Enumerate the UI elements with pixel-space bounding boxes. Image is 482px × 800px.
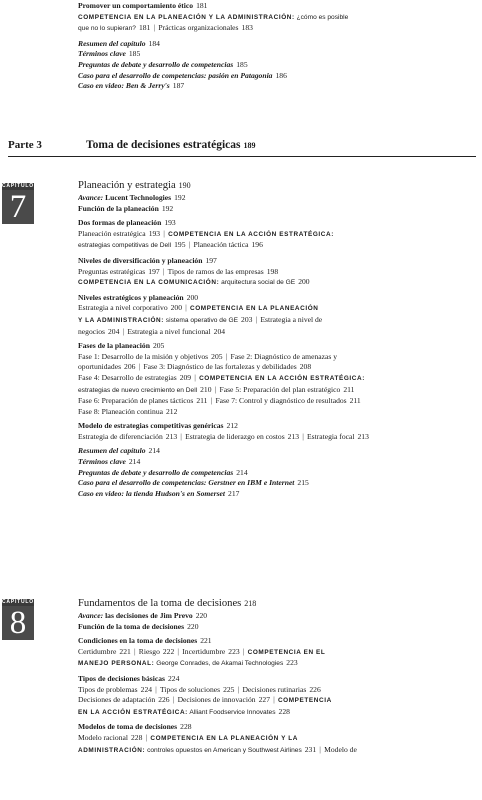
page-number: 213 — [357, 431, 369, 441]
separator: | — [194, 372, 197, 382]
entry-text: Tipos de problemas — [78, 684, 138, 694]
entry-text: Incertidumbre — [182, 646, 226, 656]
feature-label: MANEJO PERSONAL: — [78, 660, 155, 668]
page-number: 204 — [213, 326, 226, 336]
entry-text: Caso en video: la tienda Hudson's en Somerset — [78, 488, 226, 498]
entry-text: Decisiones rutinarias — [242, 684, 307, 694]
entry-text: Términos clave — [78, 457, 126, 467]
entry-text: Caso para el desarrollo de competencias: Gerstner en IBM e Internet — [78, 478, 295, 488]
page-number: 205 — [152, 341, 165, 351]
entry-text: Fase 5: Preparación del plan estratégico — [219, 384, 341, 394]
chapter7-title-text: Planeación y estrategia — [78, 180, 176, 191]
page-number: 185 — [128, 49, 141, 59]
feature-label: COMPETENCIA EN LA ACCIÓN ESTRATÉGICA: — [199, 374, 365, 382]
separator: | — [163, 228, 166, 238]
page-number: 192 — [174, 193, 186, 202]
entry-text: Niveles de diversificación y planeación — [78, 255, 203, 265]
entry-text: Niveles estratégicos y planeación — [78, 292, 184, 302]
page-number: 226 — [309, 684, 321, 694]
entry-text: Modelos de toma de decisiones — [78, 722, 178, 732]
toc-entry — [78, 611, 474, 622]
entry-text: Estrategia a nivel funcional — [127, 326, 211, 336]
chapter8-section — [78, 597, 474, 756]
chapter8-badge-number: 8 — [2, 606, 34, 640]
separator: | — [138, 362, 141, 372]
toc-entry — [78, 478, 474, 489]
toc-entry — [78, 446, 474, 457]
entry-text: Fase 2: Diagnóstico de amenazas y — [230, 351, 338, 361]
page-number: 192 — [161, 203, 174, 213]
separator: | — [255, 314, 258, 324]
entry-text: Modelo racional — [78, 732, 128, 742]
part-page-number: 189 — [243, 141, 256, 150]
toc-entry — [78, 695, 474, 707]
page-number: 200 — [298, 277, 310, 287]
separator: | — [214, 384, 217, 394]
page-number: 185 — [236, 59, 248, 69]
entry-text: Caso para el desarrollo de competencias: pasión en Patagonia — [78, 70, 273, 80]
toc-entry — [78, 315, 474, 327]
toc-entry — [78, 193, 474, 204]
separator: | — [162, 266, 165, 276]
page-number: 186 — [275, 70, 287, 80]
separator: | — [180, 431, 183, 441]
page-number: 193 — [164, 218, 176, 228]
entry-text: Estrategia a nivel de — [260, 314, 323, 324]
page-number: 211 — [349, 396, 361, 406]
toc-entry — [78, 293, 474, 304]
feature-label: COMPETENCIA EN LA ACCIÓN ESTRATÉGICA: — [168, 230, 334, 238]
chapter7-title-page: 190 — [178, 181, 191, 190]
page-number: 183 — [241, 23, 253, 33]
page-number: 228 — [278, 706, 290, 716]
entry-text: que no lo supieran? — [78, 25, 136, 33]
entry-text: Fase 8: Planeación continua — [78, 406, 163, 416]
part-label: Parte 3 — [8, 139, 42, 151]
entry-text: Planeación estratégica — [78, 228, 146, 238]
entry-text: Fases de la planeación — [78, 341, 150, 351]
page-number: 228 — [180, 722, 192, 732]
feature-label: COMPETENCIA EN LA COMUNICACIÓN: — [78, 279, 220, 287]
entry-text: Dos formas de planeación — [78, 218, 162, 228]
separator: | — [122, 326, 125, 336]
toc-entry — [78, 23, 474, 35]
page-number: 222 — [162, 646, 175, 656]
page-number: 197 — [148, 266, 160, 276]
page-number: 215 — [297, 478, 309, 488]
page-number: 181 — [196, 1, 208, 10]
separator: | — [302, 431, 305, 441]
page-number: 208 — [299, 362, 312, 372]
toc-entry — [78, 468, 474, 479]
toc-entry — [78, 81, 474, 92]
page-number: 224 — [168, 673, 180, 683]
toc-entry — [78, 674, 474, 685]
page-number: 211 — [196, 396, 208, 406]
entry-text: las decisiones de Jim Prevo — [103, 611, 193, 620]
page-number: 196 — [251, 240, 263, 250]
toc-entry — [78, 362, 474, 373]
entry-text: Fase 3: Diagnóstico de las fortalezas y debilidades — [143, 362, 297, 372]
entry-text: Términos clave — [78, 49, 126, 59]
page-number: 197 — [205, 255, 217, 265]
entry-text: Modelo de estrategias competitivas genéricas — [78, 421, 224, 431]
toc-entry — [78, 218, 474, 229]
toc-entry — [78, 457, 474, 468]
page-number: 214 — [148, 446, 160, 456]
entry-text: Estrategia de diferenciación — [78, 431, 163, 441]
separator: | — [145, 732, 148, 742]
toc-entry — [78, 327, 474, 338]
toc-entry — [78, 407, 474, 418]
entry-text: arquitectura social de GE — [219, 279, 296, 287]
chapter6-tail-section — [78, 1, 474, 92]
entry-text: Función de la planeación — [78, 203, 159, 213]
separator: | — [177, 646, 180, 656]
entry-text: Decisiones de adaptación — [78, 695, 156, 705]
entry-text: oportunidades — [78, 362, 122, 372]
toc-entry — [78, 256, 474, 267]
entry-text: Prácticas organizacionales — [158, 23, 239, 33]
page-number: 195 — [174, 240, 186, 250]
entry-text: controles opuestos en American y Southwest Airlines — [145, 746, 302, 754]
entry-text: Tipos de decisiones básicas — [78, 673, 165, 683]
page-number: 228 — [130, 732, 143, 742]
chapter7-section — [78, 179, 474, 499]
chapter8-title-text: Fundamentos de la toma de decisiones — [78, 598, 242, 609]
separator: | — [153, 23, 156, 33]
entry-text: Promover un comportamiento ético — [78, 1, 194, 10]
page-number: 226 — [158, 695, 170, 705]
chapter8-badge — [2, 599, 34, 640]
entry-text: Fase 4: Desarrollo de estrategias — [78, 372, 177, 382]
page-number: 212 — [166, 406, 178, 416]
page-number: 200 — [170, 303, 183, 313]
toc-entry — [78, 71, 474, 82]
page-number: 210 — [200, 384, 212, 394]
separator: | — [188, 240, 191, 250]
page-number: 187 — [172, 81, 185, 91]
toc-entry — [78, 267, 474, 278]
part-heading — [8, 139, 476, 155]
entry-text: Decisiones de innovación — [177, 695, 256, 705]
entry-text: Certidumbre — [78, 646, 117, 656]
separator: | — [185, 303, 187, 313]
toc-entry — [78, 707, 474, 719]
toc-entry — [78, 432, 474, 443]
part-title — [86, 139, 256, 151]
separator: | — [225, 351, 228, 361]
page-number: 223 — [286, 658, 298, 668]
chapter8-title — [78, 597, 474, 611]
entry-text: Caso en video: Ben & Jerry's — [78, 81, 170, 91]
chapter7-badge-label: CAPÍTULO — [2, 183, 34, 189]
page-number: 200 — [186, 292, 199, 302]
feature-label: Y LA ADMINISTRACIÓN: — [78, 316, 164, 324]
toc-entry — [78, 352, 474, 363]
toc-entry — [78, 733, 474, 745]
chapter7-badge — [2, 183, 34, 224]
separator: | — [319, 744, 322, 754]
page-number: 221 — [200, 636, 212, 646]
page-number: 206 — [124, 362, 136, 372]
entry-text: George Conrades, de Akamai Technologies — [154, 660, 284, 668]
separator: | — [210, 396, 213, 406]
separator: | — [237, 684, 240, 694]
toc-entry — [78, 204, 474, 215]
separator: | — [242, 646, 245, 656]
page-number: 224 — [140, 684, 153, 694]
feature-label: ADMINISTRACIÓN: — [78, 746, 146, 754]
toc-entry — [78, 385, 474, 397]
feature-label: COMPETENCIA EN LA PLANEACIÓN Y LA — [150, 734, 298, 742]
page-number: 193 — [148, 228, 161, 238]
page-number: 181 — [138, 23, 151, 33]
part-title-text: Toma de decisiones estratégicas — [86, 139, 241, 151]
page-number: 217 — [228, 488, 240, 498]
feature-label: COMPETENCIA EN EL — [247, 648, 326, 656]
page-number: 223 — [228, 646, 240, 656]
chapter8-badge-label: CAPÍTULO — [2, 599, 34, 605]
toc-entry — [78, 745, 474, 757]
entry-text: Alliant Foodservice Innovates — [187, 708, 276, 716]
page-number: 205 — [211, 351, 223, 361]
toc-entry — [78, 49, 474, 60]
entry-text: sistema operativo de GE — [163, 316, 239, 324]
separator: | — [272, 695, 275, 705]
page-number: 184 — [148, 38, 160, 48]
toc-entry — [78, 229, 474, 241]
entry-text: Modelo de — [324, 744, 357, 754]
chapter8-entries — [78, 611, 474, 756]
toc-entry — [78, 277, 474, 289]
page-number: 204 — [108, 326, 120, 336]
toc-entry — [78, 622, 474, 633]
entry-text: Resumen del capítulo — [78, 38, 146, 48]
page-number: 214 — [128, 457, 141, 467]
entry-text: Preguntas de debate y desarrollo de competencias — [78, 59, 234, 69]
page-number: 220 — [195, 611, 208, 620]
entry-text: Preguntas de debate y desarrollo de competencias — [78, 467, 234, 477]
entry-text: Planeación táctica — [193, 240, 249, 250]
toc-entry — [78, 685, 474, 696]
entry-text: Lucent Technologies — [103, 193, 172, 202]
feature-label: COMPETENCIA EN LA PLANEACIÓN — [190, 305, 319, 313]
entry-text: Avance: — [78, 193, 104, 202]
chapter7-badge-number: 7 — [2, 190, 34, 224]
entry-text: Avance: — [78, 611, 104, 620]
entry-text: Función de la toma de decisiones — [78, 621, 185, 631]
toc-entry — [78, 636, 474, 647]
separator: | — [133, 646, 136, 656]
page-number: 213 — [287, 431, 300, 441]
page-number: 213 — [165, 431, 178, 441]
part-divider — [8, 156, 476, 157]
entry-text: Resumen del capítulo — [78, 446, 146, 456]
chapter7-entries — [78, 193, 474, 499]
feature-label: EN LA ACCIÓN ESTRATÉGICA: — [78, 708, 188, 716]
page-number: 220 — [187, 621, 199, 631]
entry-text: negocios — [78, 326, 105, 336]
entry-text: Tipos de ramos de las empresas — [167, 266, 264, 276]
toc-entry — [78, 658, 474, 670]
entry-text: Condiciones en la toma de decisiones — [78, 636, 198, 646]
entry-text: estrategias de nuevo crecimiento en Dell — [78, 386, 198, 394]
page-number: 212 — [226, 421, 238, 431]
entry-text: Riesgo — [138, 646, 160, 656]
entry-text: Preguntas estratégicas — [78, 266, 146, 276]
entry-text: Estrategia a nivel corporativo — [78, 303, 168, 313]
entry-text: ¿cómo es posible — [294, 13, 349, 21]
entry-text: Fase 7: Control y diagnóstico de resultados — [215, 396, 347, 406]
page-number: 221 — [119, 646, 131, 656]
chapter7-title — [78, 179, 474, 193]
toc-entry — [78, 396, 474, 407]
entry-text: Estrategia de liderazgo en costos — [185, 431, 285, 441]
separator: | — [172, 695, 175, 705]
page-number: 231 — [304, 744, 317, 754]
chapter8-title-page: 218 — [244, 599, 257, 608]
page-number: 203 — [241, 314, 253, 324]
entry-text: Estrategia focal — [307, 431, 355, 441]
toc-entry — [78, 303, 474, 315]
page-number: 198 — [266, 266, 279, 276]
entry-text: Fase 1: Desarrollo de la misión y objetivos — [78, 351, 209, 361]
toc-entry — [78, 1, 474, 12]
page-number: 225 — [223, 684, 235, 694]
page-number: 211 — [343, 384, 355, 394]
page-number: 214 — [236, 467, 248, 477]
toc-entry — [78, 373, 474, 385]
toc-entry — [78, 39, 474, 50]
toc-entry — [78, 647, 474, 659]
toc-entry — [78, 240, 474, 252]
toc-entry — [78, 60, 474, 71]
toc-entry — [78, 489, 474, 500]
separator: | — [155, 684, 158, 694]
toc-entry — [78, 12, 474, 24]
entry-text: Fase 6: Preparación de planes tácticos — [78, 396, 194, 406]
entry-text: estrategias competitivas de Dell — [78, 242, 172, 250]
toc-entry — [78, 421, 474, 432]
entry-text: Tipos de soluciones — [160, 684, 221, 694]
feature-label: COMPETENCIA EN LA PLANEACIÓN Y LA ADMINISTRACIÓN: — [78, 13, 295, 21]
toc-entry — [78, 341, 474, 352]
feature-label: COMPETENCIA — [277, 697, 332, 705]
page-number: 209 — [179, 372, 192, 382]
page-number: 227 — [258, 695, 270, 705]
toc-entry — [78, 722, 474, 733]
